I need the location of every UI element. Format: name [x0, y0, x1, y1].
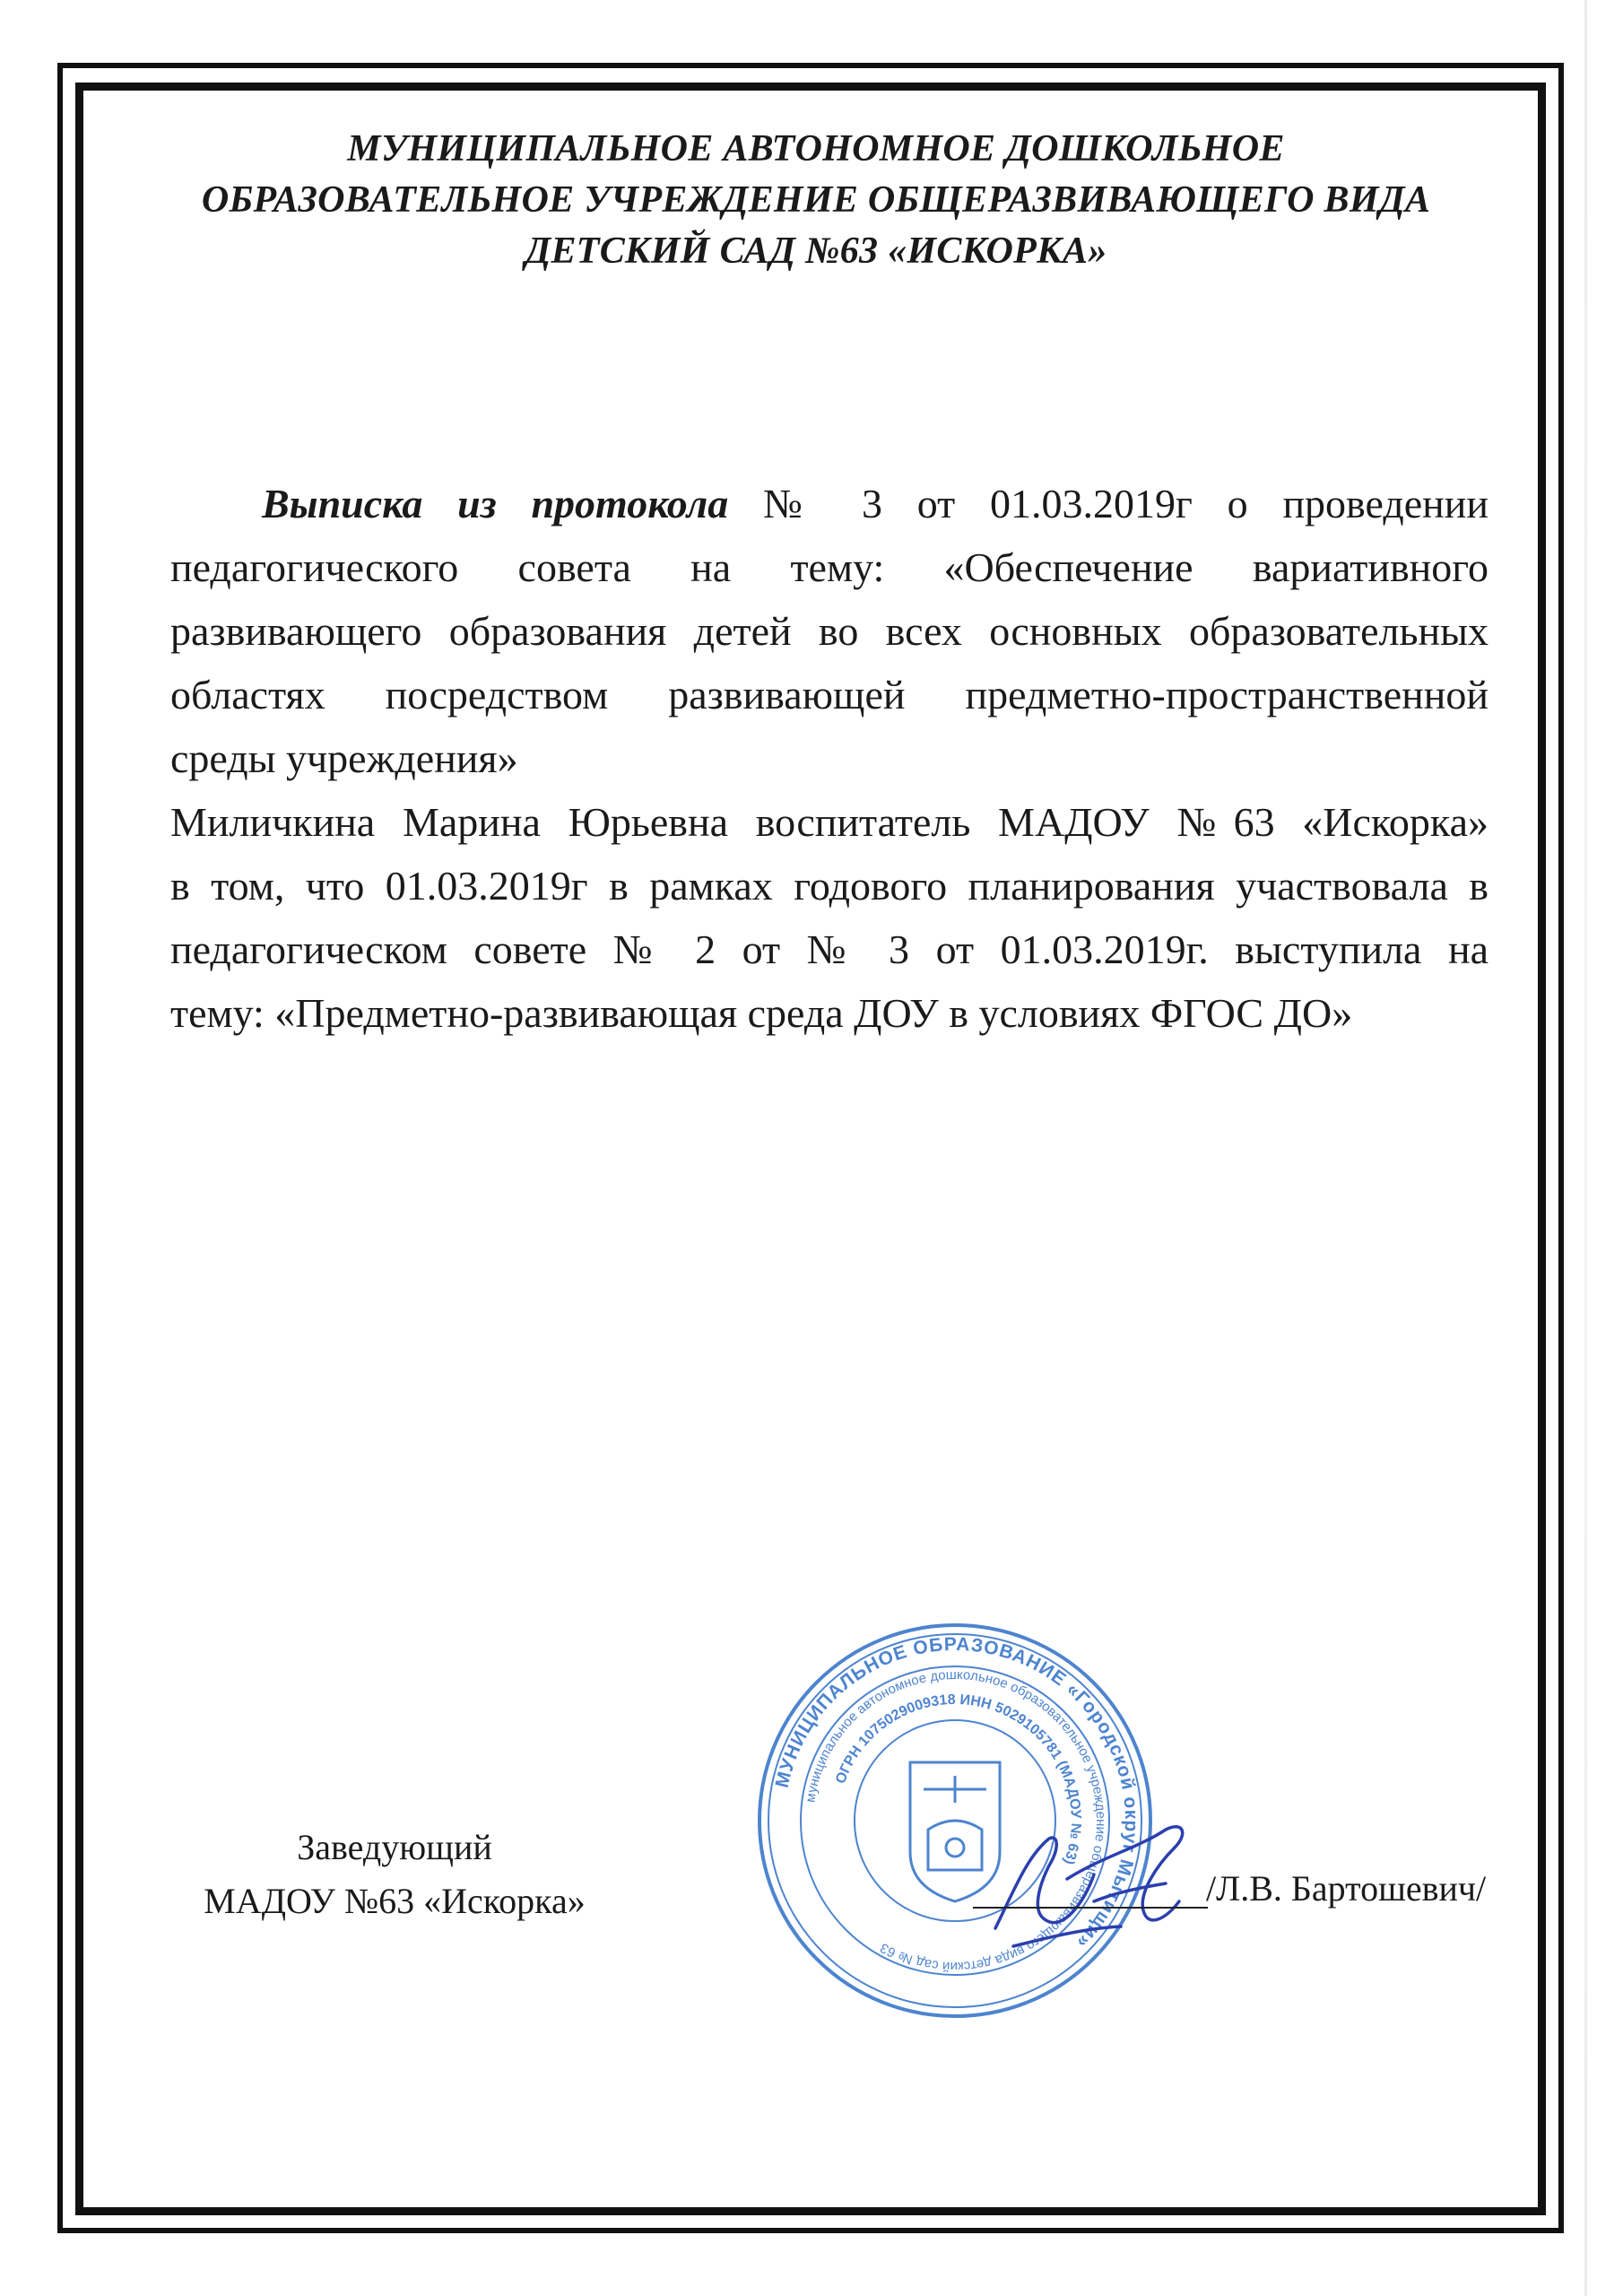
statement-line-4: тему: «Предметно-развивающая среда ДОУ в условиях ФГОС ДО»	[170, 990, 1353, 1036]
extract-line-5: среды учреждения»	[170, 735, 518, 781]
scan-edge	[1584, 0, 1587, 2296]
stamp-inner-text: муниципальное автономное дошкольное образовательное учреждение общеразвивающего вида детский сад № 63	[803, 1666, 1109, 1975]
statement-line-3: педагогическом совете № 2 от № 3 от 01.03.2019г. выступила на	[170, 926, 1488, 972]
statement-line-2: в том, что 01.03.2019г в рамках годового планирования участвовала в	[170, 863, 1488, 909]
header-line-1: МУНИЦИПАЛЬНОЕ АВТОНОМНОЕ ДОШКОЛЬНОЕ	[347, 128, 1285, 170]
extract-line-2: педагогического совета на тему: «Обеспечение вариативного	[170, 544, 1488, 590]
signature-line	[973, 1907, 1208, 1909]
extract-line-4: областях посредством развивающей предметно-пространственной	[170, 672, 1488, 718]
header-line-2: ОБРАЗОВАТЕЛЬНОЕ УЧРЕЖДЕНИЕ ОБЩЕРАЗВИВАЮЩЕГО ВИДА	[201, 179, 1431, 221]
handwritten-signature	[959, 1794, 1211, 1964]
extract-label: Выписка из протокола	[262, 481, 729, 526]
statement-paragraph	[170, 790, 1488, 1045]
stamp-ids: ОГРН 1075029009318 ИНН 5029105781 (МАДОУ № 63)	[833, 1692, 1084, 1867]
extract-line-1	[170, 472, 1488, 535]
stamp-outer-text: МУНИЦИПАЛЬНОЕ ОБРАЗОВАНИЕ «Городской округ Мытищи»	[771, 1633, 1142, 1953]
signatory-title	[161, 1821, 628, 1928]
institution-header	[179, 124, 1453, 277]
signatory-organization: МАДОУ №63 «Искорка»	[204, 1881, 586, 1921]
protocol-extract-paragraph	[170, 472, 1488, 790]
signatory-position: Заведующий	[297, 1827, 492, 1867]
extract-line-1-rest: № 3 от 01.03.2019г о проведении	[728, 481, 1488, 526]
extract-line-3: развивающего образования детей во всех основных образовательных	[170, 608, 1488, 654]
statement-line-1: Миличкина Марина Юрьевна воспитатель МАДОУ №63 «Искорка»	[170, 799, 1488, 845]
signatory-name: /Л.В. Бартошевич/	[1206, 1868, 1487, 1909]
header-line-3: ДЕТСКИЙ САД №63 «ИСКОРКА»	[525, 230, 1107, 272]
